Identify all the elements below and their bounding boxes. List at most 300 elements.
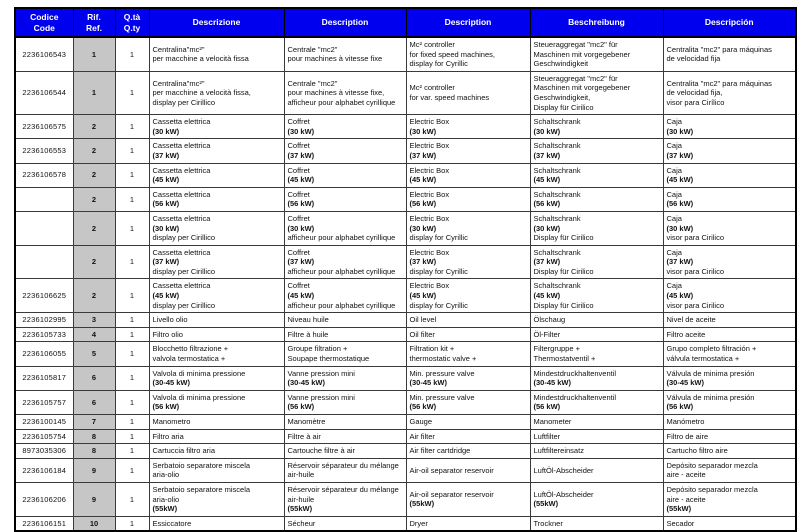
desc-it-cell — [149, 187, 284, 211]
desc-en-cell — [406, 187, 530, 211]
desc-line: Electric Box — [409, 281, 450, 291]
desc-fr-cell — [284, 187, 406, 211]
code-cell: 2236106543 — [15, 37, 73, 71]
desc-line: (37 kW) — [533, 150, 561, 160]
ref-cell: 5 — [73, 342, 115, 366]
column-header-qty: Q.tà Q.ty — [115, 8, 149, 37]
desc-line: Min. pressure valve — [409, 368, 475, 378]
desc-fr-cell — [284, 366, 406, 390]
desc-line: Cassetta elettrica — [152, 141, 211, 151]
table-row — [15, 187, 796, 211]
desc-line: Electric Box — [409, 165, 450, 175]
code-cell — [15, 211, 73, 245]
desc-line: afficheur pour alphabet cyrillique — [287, 266, 396, 276]
ref-cell: 6 — [73, 390, 115, 414]
table-row — [15, 444, 796, 459]
desc-es-cell — [663, 245, 796, 279]
desc-de-cell — [530, 415, 663, 430]
desc-line: válvula termostatica + — [666, 354, 740, 364]
desc-line: for fixed speed machines, — [409, 49, 495, 59]
table-row — [15, 366, 796, 390]
desc-en-cell — [406, 390, 530, 414]
desc-line: Manomètre — [287, 417, 326, 426]
desc-line: Caja — [666, 281, 682, 291]
desc-line: Dryer — [409, 518, 428, 528]
desc-line: (30 kW) — [666, 223, 694, 233]
desc-line: (55kW) — [409, 499, 435, 509]
desc-line: Cassetta elettrica — [152, 189, 211, 199]
desc-line: Luftfiltereinsatz — [533, 446, 584, 456]
desc-line: Luftfilter — [533, 431, 561, 441]
desc-line: (30-45 kW) — [409, 378, 448, 388]
desc-line: Mc² controller — [409, 40, 455, 49]
desc-line: Mc² controller — [409, 83, 455, 93]
desc-line: display per Cirillico — [152, 300, 216, 310]
desc-line: Mindestdruckhaltenventil — [533, 368, 617, 378]
code-cell: 2236105733 — [15, 327, 73, 342]
desc-it-cell — [149, 115, 284, 139]
desc-en-cell — [406, 71, 530, 114]
table-row — [15, 313, 796, 328]
desc-line: (30 kW) — [533, 223, 561, 233]
desc-line: Air-oil separator reservoir — [409, 465, 494, 475]
desc-line: Caja — [666, 117, 682, 127]
desc-fr-cell — [284, 71, 406, 114]
column-header-code: Codice Code — [15, 8, 73, 37]
code-cell: 2236106206 — [15, 482, 73, 516]
desc-line: Niveau huile — [287, 315, 329, 325]
desc-line: (56 kW) — [152, 199, 180, 209]
desc-en-cell — [406, 366, 530, 390]
desc-line: Válvula de minima presión — [666, 392, 755, 402]
desc-it-cell — [149, 516, 284, 531]
desc-de-cell — [530, 327, 663, 342]
desc-line: Centralina"mc²" — [152, 78, 205, 88]
desc-line: Nivel de aceite — [666, 315, 716, 325]
desc-de-cell — [530, 342, 663, 366]
desc-en-cell — [406, 139, 530, 163]
desc-line: aire - aceite — [666, 470, 706, 480]
desc-line: Schaltschrank — [533, 247, 581, 257]
ref-cell: 1 — [73, 37, 115, 71]
code-cell: 2236106151 — [15, 516, 73, 531]
desc-line: Secador — [666, 518, 695, 528]
desc-line: Caja — [666, 247, 682, 257]
desc-line: display per Cirillico — [152, 266, 216, 276]
desc-line: (56 kW) — [666, 199, 694, 209]
desc-de-cell — [530, 163, 663, 187]
code-cell: 2236105817 — [15, 366, 73, 390]
desc-line: Schaltschrank — [533, 165, 581, 175]
table-row — [15, 245, 796, 279]
desc-line: LuftÖl-Abscheider — [533, 465, 594, 475]
desc-es-cell — [663, 71, 796, 114]
ref-cell: 2 — [73, 245, 115, 279]
desc-line: Min. pressure valve — [409, 392, 475, 402]
desc-it-cell — [149, 482, 284, 516]
desc-line: Serbatoio separatore miscela — [152, 460, 251, 470]
column-header-fr: Description — [284, 8, 406, 37]
desc-fr-cell — [284, 279, 406, 313]
desc-es-cell — [663, 415, 796, 430]
qty-cell: 1 — [115, 390, 149, 414]
qty-cell: 1 — [115, 415, 149, 430]
desc-it-cell — [149, 139, 284, 163]
desc-line: (45 kW) — [666, 175, 694, 185]
desc-en-cell — [406, 444, 530, 459]
code-cell: 2236106055 — [15, 342, 73, 366]
desc-line: Coffret — [287, 189, 310, 199]
qty-cell: 1 — [115, 279, 149, 313]
desc-line: Depósito separador mezcla — [666, 460, 758, 470]
desc-de-cell — [530, 429, 663, 444]
desc-line: Cartouche filtre à air — [287, 446, 356, 456]
table-row — [15, 279, 796, 313]
desc-en-cell — [406, 415, 530, 430]
desc-line: Centralina"mc²" — [152, 44, 205, 54]
qty-cell: 1 — [115, 366, 149, 390]
qty-cell: 1 — [115, 211, 149, 245]
desc-de-cell — [530, 313, 663, 328]
desc-en-cell — [406, 211, 530, 245]
desc-es-cell — [663, 211, 796, 245]
desc-line: aria-olio — [152, 470, 180, 480]
desc-line: Sécheur — [287, 518, 316, 528]
desc-line: Depósito separador mezcla — [666, 484, 758, 494]
desc-en-cell — [406, 458, 530, 482]
parts-table — [14, 7, 797, 532]
desc-line: afficheur pour alphabet cyrillique — [287, 233, 396, 243]
desc-it-cell — [149, 37, 284, 71]
table-row — [15, 327, 796, 342]
qty-cell: 1 — [115, 187, 149, 211]
ref-cell: 9 — [73, 458, 115, 482]
desc-line: Gauge — [409, 417, 433, 426]
desc-line: (37 kW) — [287, 150, 315, 160]
desc-line: Cassetta elettrica — [152, 247, 211, 257]
table-row — [15, 115, 796, 139]
desc-line: (30 kW) — [409, 126, 437, 136]
desc-line: Filtre à air — [287, 431, 321, 441]
desc-it-cell — [149, 211, 284, 245]
desc-line: Coffret — [287, 165, 310, 175]
desc-line: (45 kW) — [533, 291, 561, 301]
desc-de-cell — [530, 71, 663, 114]
desc-line: (45 kW) — [666, 291, 694, 301]
desc-line: Filtro olio — [152, 329, 183, 339]
table-header — [15, 8, 796, 37]
desc-line: Oil level — [409, 315, 437, 325]
desc-line: Réservoir séparateur du mélange — [287, 460, 399, 470]
column-header-en: Description — [406, 8, 530, 37]
desc-fr-cell — [284, 458, 406, 482]
desc-line: (30 kW) — [533, 126, 561, 136]
desc-line: Centrale "mc2" — [287, 78, 338, 88]
desc-line: Cassetta elettrica — [152, 281, 211, 291]
desc-line: Filtro de aire — [666, 431, 709, 441]
table-row — [15, 163, 796, 187]
table-row — [15, 211, 796, 245]
desc-line: Display für Cirilico — [533, 266, 594, 276]
desc-line: thermostatic valve + — [409, 354, 477, 364]
code-cell — [15, 245, 73, 279]
desc-line: (56 kW) — [287, 402, 315, 412]
desc-line: display for Cyrillic — [409, 59, 468, 69]
desc-en-cell — [406, 482, 530, 516]
desc-line: Mindestdruckhaltenventil — [533, 392, 617, 402]
desc-line: Filtergruppe + — [533, 344, 580, 354]
desc-fr-cell — [284, 390, 406, 414]
code-cell: 2236102995 — [15, 313, 73, 328]
desc-de-cell — [530, 366, 663, 390]
desc-es-cell — [663, 366, 796, 390]
column-header-ref: Rif. Ref. — [73, 8, 115, 37]
column-header-de: Beschreibung — [530, 8, 663, 37]
desc-line: (45 kW) — [152, 175, 180, 185]
table-row — [15, 390, 796, 414]
desc-line: afficheur pour alphabet cyrillique — [287, 300, 396, 310]
desc-it-cell — [149, 390, 284, 414]
desc-line: Valvola di minima pressione — [152, 368, 246, 378]
desc-line: (56 kW) — [287, 199, 315, 209]
desc-en-cell — [406, 313, 530, 328]
desc-line: Electric Box — [409, 247, 450, 257]
desc-fr-cell — [284, 245, 406, 279]
qty-cell: 1 — [115, 482, 149, 516]
qty-cell: 1 — [115, 444, 149, 459]
desc-line: Schaltschrank — [533, 141, 581, 151]
desc-line: (56 kW) — [152, 402, 180, 412]
desc-line: Filtre à huile — [287, 329, 329, 339]
desc-fr-cell — [284, 313, 406, 328]
ref-cell: 8 — [73, 429, 115, 444]
desc-line: Coffret — [287, 281, 310, 291]
desc-it-cell — [149, 366, 284, 390]
desc-line: Centralita "mc2" para máquinas — [666, 44, 772, 54]
desc-line: Air filter cartdridge — [409, 446, 471, 456]
desc-line: Cassetta elettrica — [152, 117, 211, 127]
qty-cell: 1 — [115, 71, 149, 114]
desc-line: afficheur pour alphabet cyrillique — [287, 97, 396, 107]
desc-line: Caja — [666, 141, 682, 151]
desc-line: Valvola di minima pressione — [152, 392, 246, 402]
desc-line: visor para Cirilico — [666, 266, 725, 276]
desc-line: (55kW) — [533, 499, 559, 509]
desc-line: Display für Cirilico — [533, 300, 594, 310]
ref-cell: 2 — [73, 139, 115, 163]
desc-line: Grupo completo filtración + — [666, 344, 757, 354]
desc-de-cell — [530, 187, 663, 211]
code-cell: 2236106625 — [15, 279, 73, 313]
table-row — [15, 342, 796, 366]
code-cell: 2236105754 — [15, 429, 73, 444]
desc-it-cell — [149, 458, 284, 482]
desc-line: Geschwindigkeit, — [533, 92, 591, 102]
desc-line: Filtro aceite — [666, 329, 706, 339]
table-row — [15, 482, 796, 516]
desc-line: (45 kW) — [152, 291, 180, 301]
desc-line: visor para Cirílico — [666, 97, 725, 107]
desc-fr-cell — [284, 115, 406, 139]
desc-es-cell — [663, 115, 796, 139]
desc-line: Centralita "mc2" para máquinas — [666, 78, 772, 88]
ref-cell: 2 — [73, 187, 115, 211]
desc-fr-cell — [284, 444, 406, 459]
desc-line: (55kW) — [287, 504, 313, 514]
desc-es-cell — [663, 163, 796, 187]
desc-line: per macchine a velocità fissa — [152, 54, 249, 64]
code-cell: 2236106578 — [15, 163, 73, 187]
desc-line: display per Cirillico — [152, 97, 216, 107]
desc-line: LuftÖl-Abscheider — [533, 489, 594, 499]
desc-fr-cell — [284, 516, 406, 531]
desc-en-cell — [406, 342, 530, 366]
desc-line: (30-45 kW) — [287, 378, 326, 388]
table-row — [15, 516, 796, 531]
code-cell: 2236106575 — [15, 115, 73, 139]
ref-cell: 2 — [73, 279, 115, 313]
desc-line: Soupape thermostatique — [287, 354, 370, 364]
desc-line: Schaltschrank — [533, 213, 581, 223]
desc-en-cell — [406, 163, 530, 187]
desc-en-cell — [406, 245, 530, 279]
desc-line: Centrale "mc2" — [287, 44, 338, 54]
desc-es-cell — [663, 482, 796, 516]
desc-it-cell — [149, 342, 284, 366]
desc-es-cell — [663, 327, 796, 342]
desc-it-cell — [149, 163, 284, 187]
code-cell: 2236105757 — [15, 390, 73, 414]
desc-en-cell — [406, 429, 530, 444]
code-cell: 2236106544 — [15, 71, 73, 114]
desc-it-cell — [149, 444, 284, 459]
desc-line: Vanne pression mini — [287, 392, 355, 402]
desc-line: Válvula de minima presión — [666, 368, 755, 378]
table-row — [15, 415, 796, 430]
desc-it-cell — [149, 327, 284, 342]
desc-line: Caja — [666, 213, 682, 223]
code-cell: 2236106553 — [15, 139, 73, 163]
desc-en-cell — [406, 516, 530, 531]
desc-line: Electric Box — [409, 141, 450, 151]
desc-line: Maschinen mit vorgegebener — [533, 49, 631, 59]
desc-line: Réservoir séparateur du mélange — [287, 484, 399, 494]
desc-line: (45 kW) — [409, 175, 437, 185]
desc-de-cell — [530, 245, 663, 279]
desc-line: valvola termostatica + — [152, 354, 226, 364]
desc-fr-cell — [284, 342, 406, 366]
desc-de-cell — [530, 482, 663, 516]
desc-de-cell — [530, 139, 663, 163]
ref-cell: 2 — [73, 211, 115, 245]
desc-line: Öl-Filter — [533, 329, 561, 339]
table-row — [15, 429, 796, 444]
desc-line: Oil filter — [409, 329, 435, 339]
desc-line: Trockner — [533, 518, 563, 528]
ref-cell: 9 — [73, 482, 115, 516]
desc-line: Electric Box — [409, 213, 450, 223]
desc-line: (30 kW) — [152, 223, 180, 233]
desc-line: Coffret — [287, 247, 310, 257]
desc-line: (56 kW) — [409, 402, 437, 412]
desc-line: (30 kW) — [409, 223, 437, 233]
ref-cell: 8 — [73, 444, 115, 459]
qty-cell: 1 — [115, 342, 149, 366]
desc-fr-cell — [284, 429, 406, 444]
desc-line: air-huile — [287, 470, 315, 480]
desc-line: (37 kW) — [666, 150, 694, 160]
desc-line: Schaltschrank — [533, 117, 581, 127]
desc-line: Manometro — [152, 417, 191, 426]
desc-line: (30 kW) — [287, 126, 315, 136]
desc-line: (56 kW) — [666, 402, 694, 412]
desc-line: display per Cirillico — [152, 233, 216, 243]
table-body — [15, 37, 796, 531]
table-row — [15, 37, 796, 71]
column-header-it: Descrizione — [149, 8, 284, 37]
desc-line: (37 kW) — [152, 150, 180, 160]
desc-de-cell — [530, 115, 663, 139]
desc-line: display for Cyrillic — [409, 266, 468, 276]
code-cell: 2236106184 — [15, 458, 73, 482]
desc-line: (56 kW) — [533, 199, 561, 209]
desc-de-cell — [530, 279, 663, 313]
desc-line: Thermostatventil + — [533, 354, 596, 364]
desc-line: (30-45 kW) — [152, 378, 191, 388]
ref-cell: 4 — [73, 327, 115, 342]
desc-line: (55kW) — [666, 504, 692, 514]
desc-line: Steueraggregat "mc2" für — [533, 73, 618, 83]
header-row — [15, 8, 796, 37]
desc-es-cell — [663, 279, 796, 313]
desc-line: display for Cyrillic — [409, 300, 468, 310]
desc-line: Filtration kit + — [409, 344, 455, 354]
desc-line: Cassetta elettrica — [152, 213, 211, 223]
desc-it-cell — [149, 429, 284, 444]
desc-line: Schaltschrank — [533, 281, 581, 291]
desc-line: de velocidad fija — [666, 54, 721, 64]
desc-es-cell — [663, 429, 796, 444]
desc-line: Cartuccia filtro aria — [152, 446, 216, 456]
qty-cell: 1 — [115, 139, 149, 163]
desc-es-cell — [663, 313, 796, 328]
desc-es-cell — [663, 187, 796, 211]
desc-line: (45 kW) — [533, 175, 561, 185]
desc-line: Display für Cirilico — [533, 233, 594, 243]
desc-fr-cell — [284, 482, 406, 516]
code-cell: 2236100145 — [15, 415, 73, 430]
desc-it-cell — [149, 313, 284, 328]
code-cell — [15, 187, 73, 211]
desc-line: Livello olio — [152, 315, 188, 325]
qty-cell: 1 — [115, 245, 149, 279]
desc-line: (37 kW) — [666, 257, 694, 267]
ref-cell: 3 — [73, 313, 115, 328]
desc-line: aria-olio — [152, 494, 180, 504]
desc-es-cell — [663, 342, 796, 366]
desc-line: per macchine a velocità fissa, — [152, 88, 251, 98]
desc-de-cell — [530, 390, 663, 414]
desc-de-cell — [530, 516, 663, 531]
column-header-es: Descripción — [663, 8, 796, 37]
desc-line: Electric Box — [409, 189, 450, 199]
desc-line: Coffret — [287, 141, 310, 151]
desc-line: Ölschaug — [533, 315, 566, 325]
desc-line: Air-oil separator reservoir — [409, 489, 494, 499]
ref-cell: 2 — [73, 163, 115, 187]
desc-fr-cell — [284, 139, 406, 163]
ref-cell: 1 — [73, 71, 115, 114]
